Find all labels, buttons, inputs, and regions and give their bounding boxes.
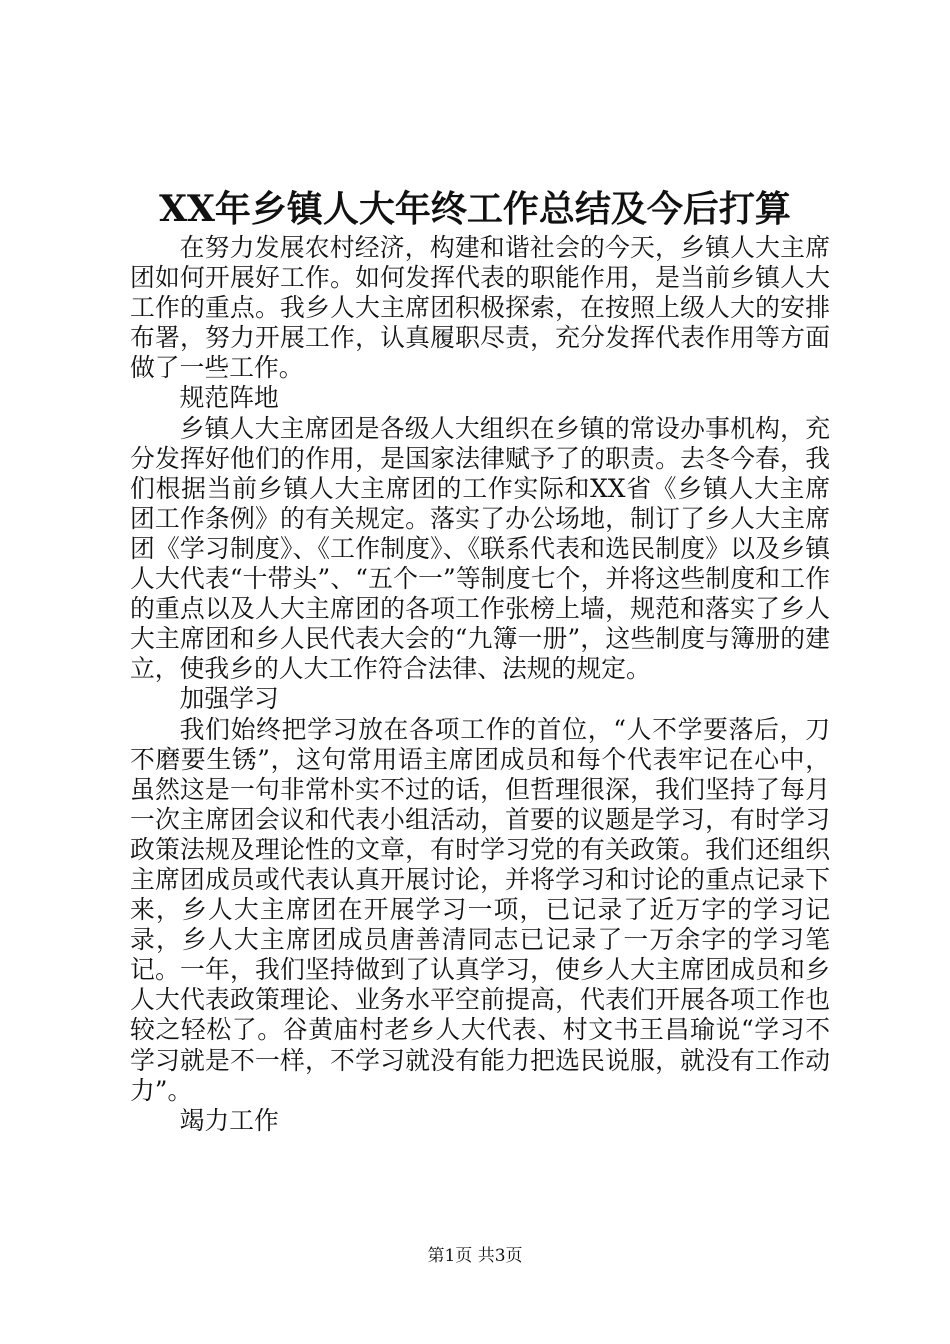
section-heading-work: 竭力工作 — [179, 1105, 279, 1135]
intro-paragraph: 在努力发展农村经济，构建和谐社会的今天，乡镇人大主席团如何开展好工作。如何发挥代表的职能作用，是当前乡镇人大工作的重点。我乡人大主席团积极探索，在按照上级人大的安排布署，努力开展工作，认真履职尽责，充分发挥代表作用等方面做了一些工作。 — [130, 233, 830, 383]
section-heading-standardize: 规范阵地 — [179, 383, 279, 413]
document-body — [130, 233, 830, 1136]
document-title: XX年乡镇人大年终工作总结及今后打算 — [159, 188, 791, 230]
section-paragraph-study: 我们始终把学习放在各项工作的首位，“人不学要落后，刀不磨要生锈”，这句常用语主席团成员和每个代表牢记在心中，虽然这是一句非常朴实不过的话，但哲理很深，我们坚持了每月一次主席团会议和代表小组活动，首要的议题是学习，有时学习政策法规及理论性的文章，有时学习党的有关政策。我们还组织主席团成员或代表认真开展讨论，并将学习和讨论的重点记录下来，乡人大主席团在开展学习一项，已记录了近万字的学习记录，乡人大主席团成员唐善清同志已记录了一万余字的学习笔记。一年，我们坚持做到了认真学习，使乡人大主席团成员和乡人大代表政策理论、业务水平空前提高，代表们开展各项工作也较之轻松了。谷黄庙村老乡人大代表、村文书王昌瑜说“学习不学习就是不一样，不学习就没有能力把选民说服，就没有工作动力”。 — [130, 714, 830, 1105]
section-heading-study: 加强学习 — [179, 684, 279, 714]
section-paragraph-standardize: 乡镇人大主席团是各级人大组织在乡镇的常设办事机构，充分发挥好他们的作用，是国家法律赋予了的职责。去冬今春，我们根据当前乡镇人大主席团的工作实际和XX省《乡镇人大主席团工作条例》的有关规定。落实了办公场地，制订了乡人大主席团《学习制度》、《工作制度》、《联系代表和选民制度》以及乡镇人大代表“十带头”、“五个一”等制度七个，并将这些制度和工作的重点以及人大主席团的各项工作张榜上墙，规范和落实了乡人大主席团和乡人民代表大会的“九簿一册”，这些制度与簿册的建立，使我乡的人大工作符合法律、法规的规定。 — [130, 413, 830, 684]
page-footer: 第1页 共3页 — [427, 1246, 523, 1266]
